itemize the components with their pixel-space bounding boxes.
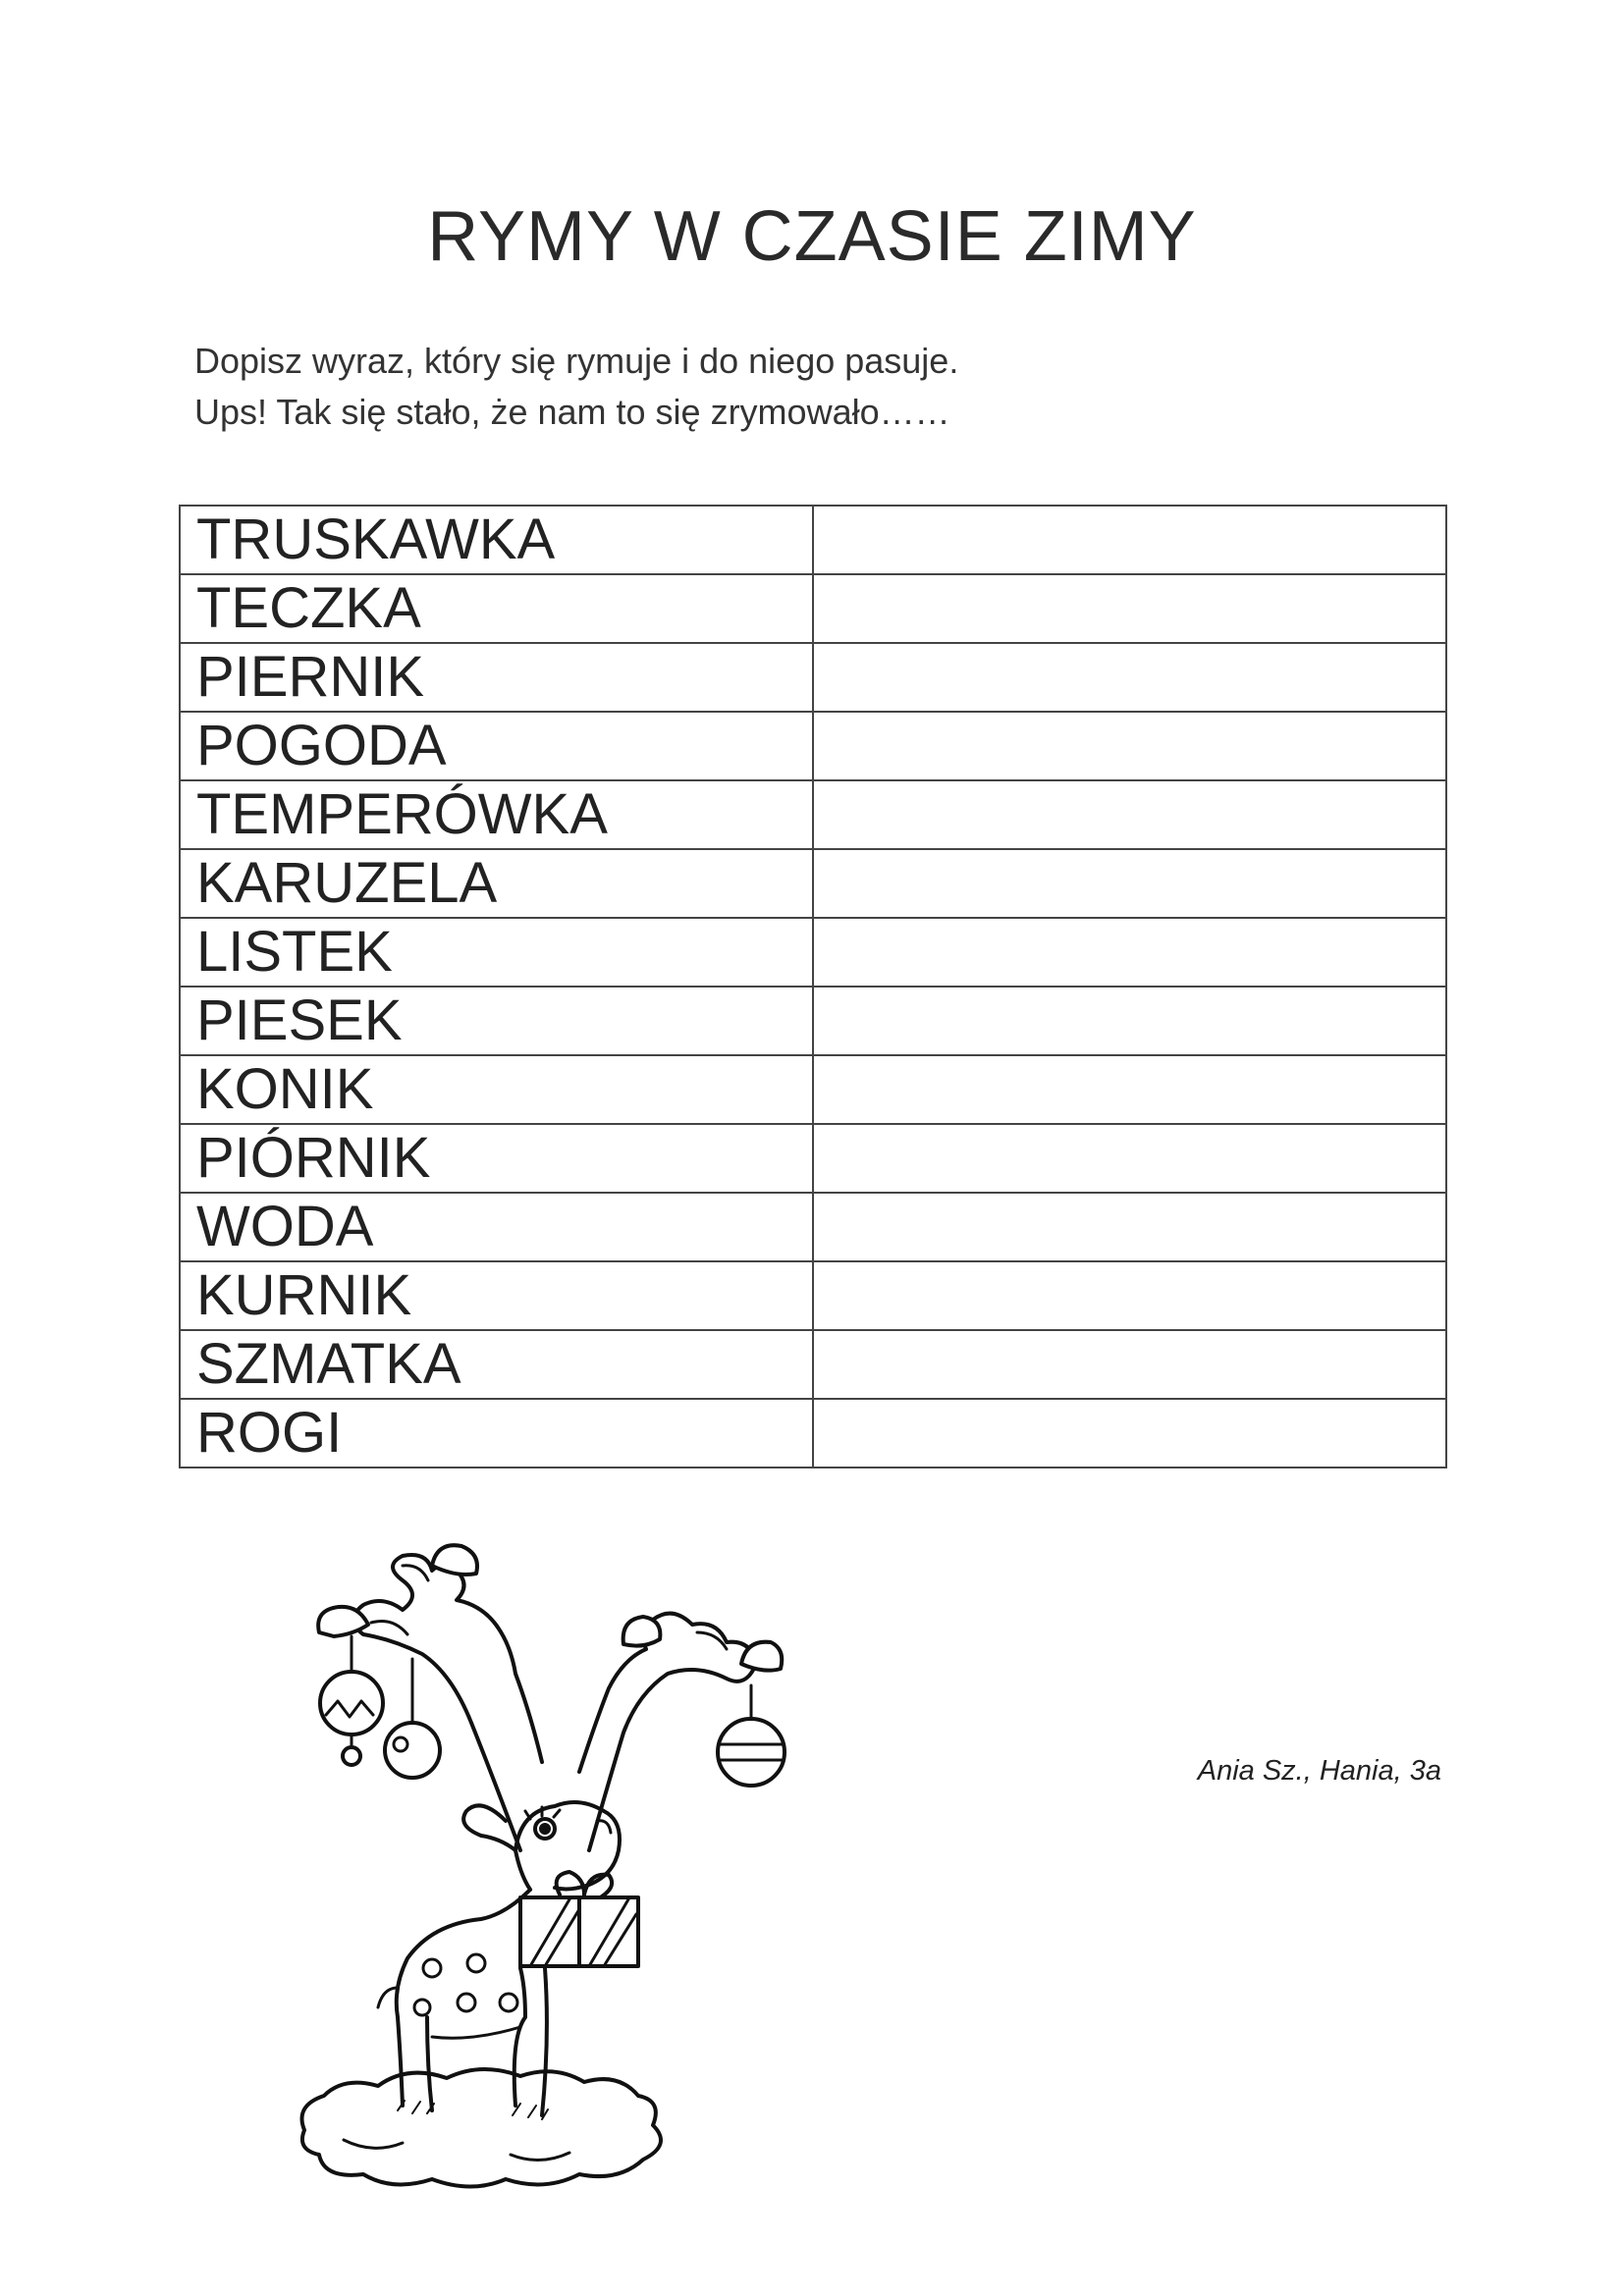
answer-cell[interactable] bbox=[813, 1330, 1446, 1399]
instructions bbox=[194, 336, 958, 438]
table-row bbox=[180, 849, 1446, 918]
answer-cell[interactable] bbox=[813, 574, 1446, 643]
table-row bbox=[180, 780, 1446, 849]
answer-cell[interactable] bbox=[813, 1399, 1446, 1468]
word-cell: TECZKA bbox=[180, 574, 813, 643]
answer-cell[interactable] bbox=[813, 1193, 1446, 1261]
answer-cell[interactable] bbox=[813, 780, 1446, 849]
page-title: RYMY W CZASIE ZIMY bbox=[427, 197, 1197, 276]
table-row bbox=[180, 712, 1446, 780]
word-cell: TEMPERÓWKA bbox=[180, 780, 813, 849]
answer-cell[interactable] bbox=[813, 643, 1446, 712]
word-cell: KONIK bbox=[180, 1055, 813, 1124]
word-cell: KARUZELA bbox=[180, 849, 813, 918]
answer-cell[interactable] bbox=[813, 1124, 1446, 1193]
answer-cell[interactable] bbox=[813, 1261, 1446, 1330]
answer-cell[interactable] bbox=[813, 987, 1446, 1055]
word-cell: POGODA bbox=[180, 712, 813, 780]
table-row bbox=[180, 918, 1446, 987]
answer-cell[interactable] bbox=[813, 918, 1446, 987]
word-cell: PIÓRNIK bbox=[180, 1124, 813, 1193]
word-cell: ROGI bbox=[180, 1399, 813, 1468]
table-row bbox=[180, 1399, 1446, 1468]
word-cell: TRUSKAWKA bbox=[180, 506, 813, 574]
word-cell: PIESEK bbox=[180, 987, 813, 1055]
table-row bbox=[180, 643, 1446, 712]
table-row bbox=[180, 1124, 1446, 1193]
rhyme-table bbox=[179, 505, 1447, 1468]
answer-cell[interactable] bbox=[813, 1055, 1446, 1124]
instruction-line-2: Ups! Tak się stało, że nam to się zrymowało…… bbox=[194, 392, 950, 432]
table-row bbox=[180, 574, 1446, 643]
word-cell: LISTEK bbox=[180, 918, 813, 987]
table-row bbox=[180, 987, 1446, 1055]
credit: Ania Sz., Hania, 3a bbox=[1197, 1755, 1441, 1787]
table-row bbox=[180, 506, 1446, 574]
word-cell: WODA bbox=[180, 1193, 813, 1261]
answer-cell[interactable] bbox=[813, 506, 1446, 574]
reindeer-with-ornaments-icon bbox=[285, 1526, 835, 2204]
table-row bbox=[180, 1193, 1446, 1261]
word-cell: SZMATKA bbox=[180, 1330, 813, 1399]
table-row bbox=[180, 1330, 1446, 1399]
word-cell: PIERNIK bbox=[180, 643, 813, 712]
answer-cell[interactable] bbox=[813, 849, 1446, 918]
table-row bbox=[180, 1055, 1446, 1124]
answer-cell[interactable] bbox=[813, 712, 1446, 780]
word-cell: KURNIK bbox=[180, 1261, 813, 1330]
instruction-line-1: Dopisz wyraz, który się rymuje i do niego pasuje. bbox=[194, 341, 959, 381]
table-row bbox=[180, 1261, 1446, 1330]
